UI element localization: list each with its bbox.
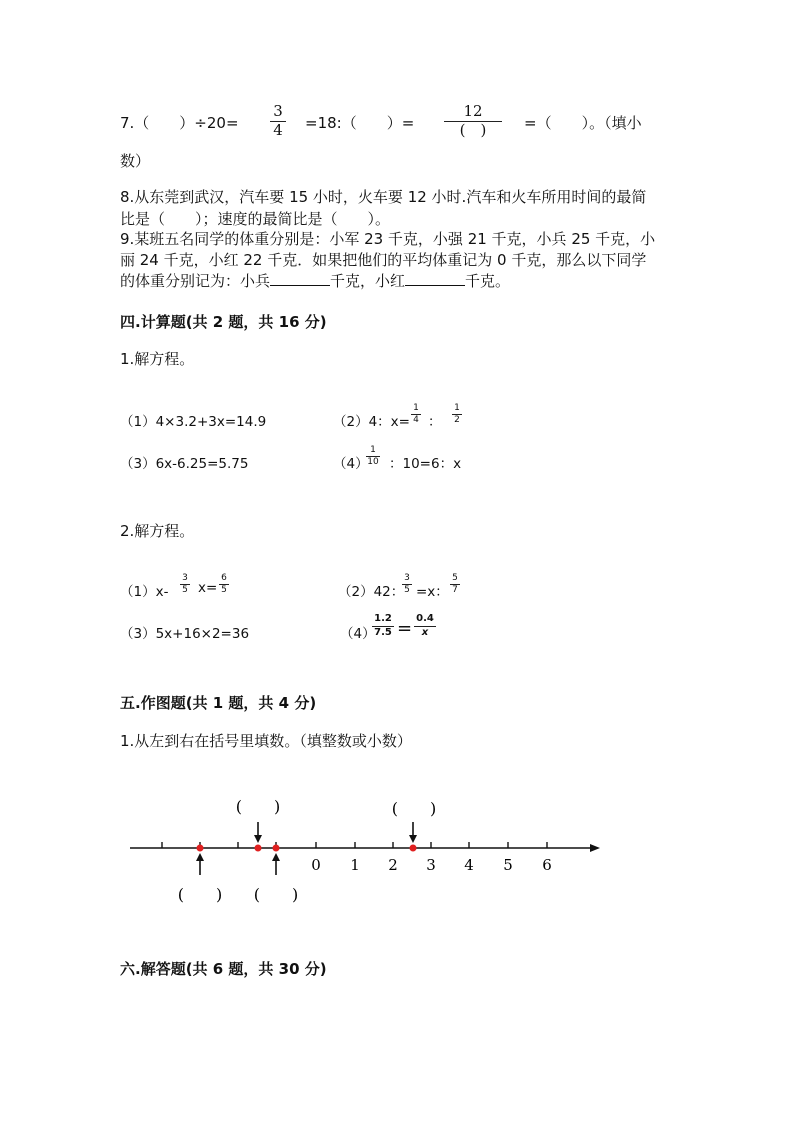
s4-q1-title: 1.解方程。 <box>120 350 195 368</box>
fraction-numerator: 1 <box>454 403 460 413</box>
s4-q1-eq4-pre: （4） <box>333 456 369 472</box>
answer-bracket[interactable]: ( ) <box>391 799 437 818</box>
down-arrow-head <box>254 835 262 843</box>
number-line-arrowhead <box>590 844 600 852</box>
answer-bracket[interactable]: ( ) <box>177 885 223 904</box>
q9-line3-b: 千克，小红 <box>330 272 406 290</box>
q7-fraction-2 <box>444 104 502 139</box>
answer-blank[interactable] <box>270 271 330 286</box>
tick-label: 4 <box>464 856 474 874</box>
s4-q1-eq4-fraction <box>366 446 380 468</box>
fraction-numerator: 1.2 <box>374 613 392 624</box>
tick-label: 1 <box>350 856 360 874</box>
up-arrow-head <box>196 853 204 861</box>
number-line-ticks <box>162 842 547 848</box>
fraction-denominator: 4 <box>273 120 283 139</box>
fraction-denominator: ( ) <box>459 120 487 139</box>
up-arrow-head <box>272 853 280 861</box>
s4-q2-eq1-fraction-1 <box>180 574 190 596</box>
tick-label: 3 <box>426 856 436 874</box>
fraction-denominator: 2 <box>454 415 460 426</box>
q9-line1: 9.某班五名同学的体重分别是：小军 23 千克，小强 21 千克，小兵 25 千克，小 <box>120 230 656 248</box>
tick-label: 2 <box>388 856 398 874</box>
fraction-numerator: 1 <box>413 403 419 413</box>
s4-q2-eq2-pre: （2）42： <box>338 584 405 600</box>
s4-q1-eq2-mid: ： <box>428 414 442 430</box>
s4-q1-eq2-fraction-1 <box>411 404 421 426</box>
fraction-numerator: 0.4 <box>416 613 434 624</box>
marked-point <box>255 845 262 852</box>
q9-line3-c: 千克。 <box>465 272 511 290</box>
tick-label: 0 <box>311 856 321 874</box>
s4-q1-eq3: （3）6x-6.25=5.75 <box>120 456 249 472</box>
fraction-numerator: 1 <box>370 445 376 455</box>
marked-point <box>197 845 204 852</box>
fraction-denominator: x <box>421 626 429 638</box>
fraction-denominator: 5 <box>182 585 188 596</box>
s4-q2-eq2-fraction-2 <box>450 574 460 596</box>
fraction-denominator: 7.5 <box>374 626 392 638</box>
number-line-labels <box>311 856 552 874</box>
s4-q2-eq1-fraction-2 <box>219 574 229 596</box>
q7-continuation: 数） <box>120 152 151 170</box>
s4-q2-eq2-fraction-1 <box>402 574 412 596</box>
fraction-numerator: 3 <box>182 573 188 583</box>
s4-q1-eq1: （1）4×3.2+3x=14.9 <box>120 414 267 430</box>
s4-q2-eq4-fraction-1 <box>372 614 394 638</box>
fraction-numerator: 3 <box>404 573 410 583</box>
s4-q2-eq3: （3）5x+16×2=36 <box>120 626 250 642</box>
fraction-denominator: 5 <box>221 585 227 596</box>
answer-brackets <box>178 797 437 904</box>
s4-q1-eq2-fraction-2 <box>452 404 462 426</box>
tick-label: 5 <box>503 856 513 874</box>
section-6-title: 六.解答题(共 6 题，共 30 分) <box>120 960 327 978</box>
fraction-denominator: 7 <box>452 585 458 596</box>
fraction-denominator: 4 <box>413 415 419 426</box>
s5-q1-title: 1.从左到右在括号里填数。（填整数或小数） <box>120 732 412 750</box>
s4-q2-eq1-mid: x= <box>198 580 218 596</box>
s4-q2-eq4-equals: = <box>397 618 413 639</box>
s4-q2-title: 2.解方程。 <box>120 522 195 540</box>
fraction-numerator: 6 <box>221 573 227 583</box>
eq-text: （2）4：x= <box>333 414 410 430</box>
marked-point <box>273 845 280 852</box>
number-line-figure <box>0 790 794 910</box>
s4-q1-eq2 <box>333 410 410 430</box>
fraction-numerator: 5 <box>452 573 458 583</box>
q8-line1: 8.从东莞到武汉，汽车要 15 小时，火车要 12 小时.汽车和火车所用时间的最简 <box>120 188 647 206</box>
answer-blank[interactable] <box>405 271 465 286</box>
s4-q2-eq4-pre: （4） <box>340 626 376 642</box>
q9-line3 <box>120 270 510 291</box>
tick-label: 6 <box>542 856 552 874</box>
down-arrow-head <box>409 835 417 843</box>
q9-line3-a: 的体重分别记为：小兵 <box>120 272 271 290</box>
section-4-title: 四.计算题(共 2 题，共 16 分) <box>120 313 327 331</box>
fraction-numerator: 12 <box>463 102 483 120</box>
fraction-denominator: 5 <box>404 585 410 596</box>
q7-part3: =（ ）。（填小 <box>524 114 642 132</box>
answer-bracket[interactable]: ( ) <box>253 885 299 904</box>
s4-q2-eq1-pre: （1）x- <box>120 584 169 600</box>
answer-bracket[interactable]: ( ) <box>235 797 281 816</box>
s4-q2-eq2-mid: =x： <box>416 584 449 600</box>
q8-line2: 比是（ ）；速度的最简比是（ ）。 <box>120 210 391 228</box>
marked-point <box>410 845 417 852</box>
q7-part1: 7.（ ）÷20= <box>120 114 239 132</box>
q7-fraction-1 <box>270 104 286 139</box>
q7-part2: =18:（ ）= <box>305 114 415 132</box>
section-5-title: 五.作图题(共 1 题，共 4 分) <box>120 694 317 712</box>
fraction-numerator: 3 <box>273 102 283 120</box>
q9-line2: 丽 24 千克，小红 22 千克．如果把他们的平均体重记为 0 千克，那么以下同学 <box>120 251 647 269</box>
s4-q1-eq4-post: ：10=6：x <box>389 456 462 472</box>
s4-q2-eq4-fraction-2 <box>414 614 436 638</box>
fraction-denominator: 10 <box>367 457 379 468</box>
